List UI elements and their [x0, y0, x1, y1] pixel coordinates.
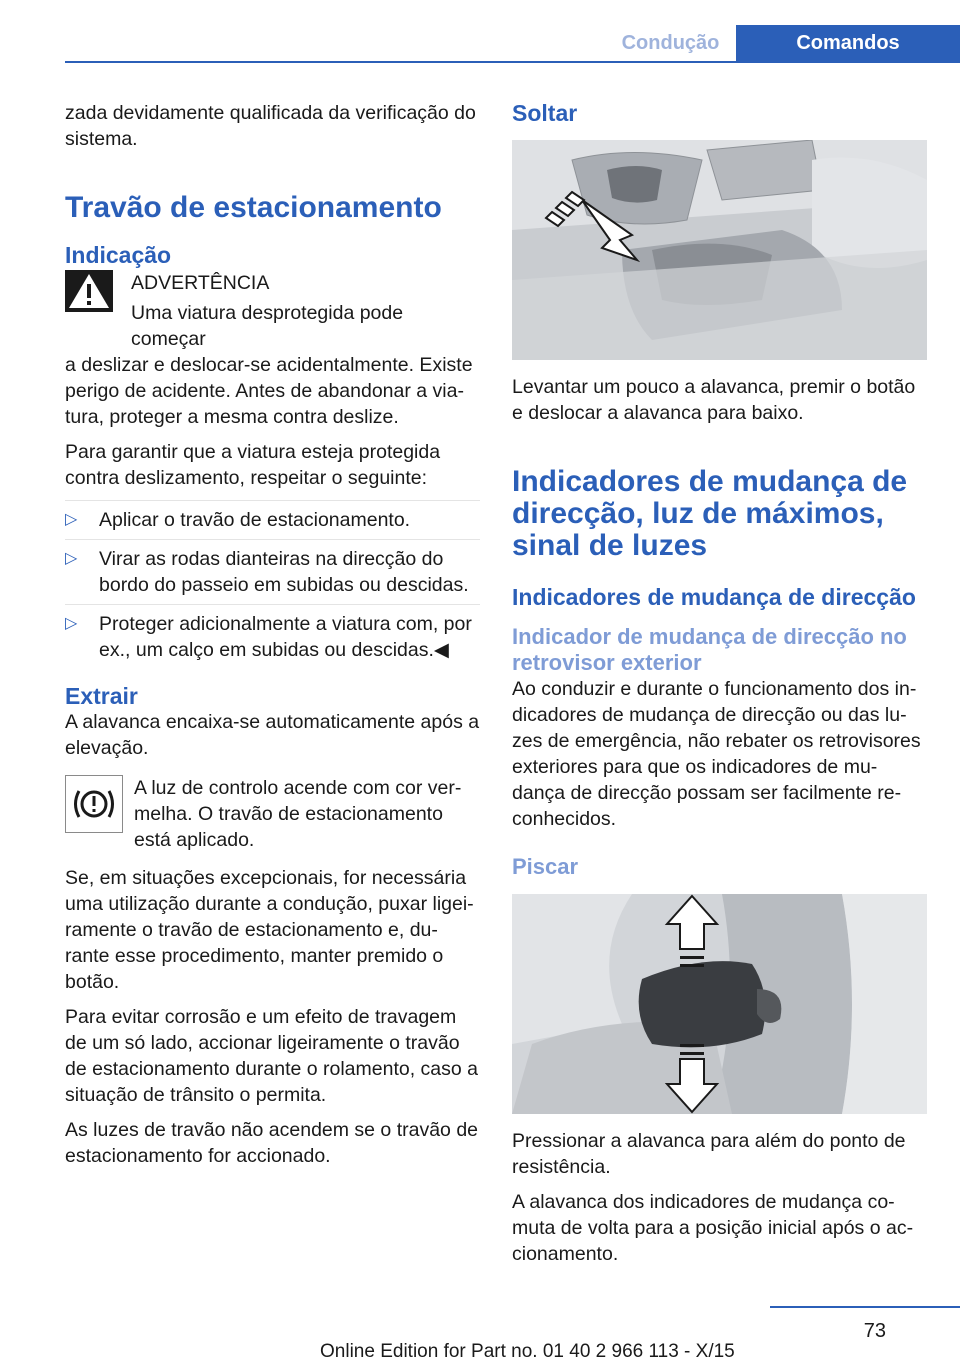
para-press-lever: Pressionar a alavanca para além do ponto de resistência. [512, 1130, 906, 1178]
heading-release: Soltar [512, 100, 578, 126]
para-lever-returns: A alavanca dos indicadores de mudança co-muta de volta para a posição inicial após o ac-cionamento. [512, 1191, 914, 1265]
heading-parking-brake: Travão de estacionamento [65, 191, 442, 224]
para-ensure-protection: Para garantir que a viatura esteja protegida contra deslizamento, respeitar o seguinte: [65, 441, 441, 489]
list-item: ▷ Aplicar o travão de estacionamento. [65, 500, 480, 539]
warning-text: a deslizar e deslocar-se acidentalmente. Existe perigo de acidente. Antes de abandonar a via-tura, proteger a mesma contra deslize. [65, 354, 473, 428]
footer-rule [770, 1306, 960, 1308]
heading-flash: Piscar [512, 854, 579, 879]
triangle-bullet-icon: ▷ [65, 550, 78, 567]
tab-section-driving[interactable]: Condução [621, 31, 720, 54]
header-rule [65, 61, 960, 63]
triangle-bullet-icon: ▷ [65, 511, 78, 528]
safety-steps-list [65, 500, 480, 669]
warning-title: ADVERTÊNCIA [131, 272, 270, 294]
heading-turn-indicators: Indicadores de mudança de direcção [512, 584, 916, 610]
para-exceptional-use: Se, em situações excepcionais, for necessária uma utilização durante a condução, puxar ligei-ramente o travão de estacionamento e, du-rante esse procedimento, manter premido o botão. [65, 867, 474, 993]
warning-triangle-icon [65, 270, 113, 312]
list-item: ▷ Virar as rodas dianteiras na direcção do bordo do passeio em subidas ou descidas. [65, 539, 480, 604]
para-mirror-indicator: Ao conduzir e durante o funcionamento dos in-dicadores de mudança de direcção ou das lu-zes de emergência, não rebater os retrovisores exteriores para que os indicadores de mu-dança de direcção possam ser facilmente re-conhecidos. [512, 678, 921, 830]
heading-mirror-indicator: Indicador de mudança de direcção no retrovisor exterior [512, 624, 907, 675]
warning-block [65, 270, 480, 352]
left-column [65, 100, 480, 1178]
para-brake-lights: As luzes de travão não acendem se o travão de estacionamento for accionado. [65, 1119, 479, 1167]
warning-text-first: Uma viatura desprotegida pode começar [131, 302, 404, 350]
list-item: ▷ Proteger adicionalmente a viatura com, por ex., um calço em subidas ou descidas.◀ [65, 604, 480, 669]
tab-chapter-controls[interactable]: Comandos [736, 25, 960, 61]
figure-handbrake-console [512, 140, 927, 360]
brake-warning-lamp-icon [65, 775, 123, 833]
para-release-instructions: Levantar um pouco a alavanca, premir o botão e deslocar a alavanca para baixo. [512, 376, 916, 424]
para-lever-engages: A alavanca encaixa-se automaticamente após a elevação. [65, 711, 480, 759]
heading-indication: Indicação [65, 242, 172, 268]
heading-turn-signals: Indicadores de mudança de direcção, luz de máximos, sinal de luzes [512, 465, 908, 562]
para-corrosion: Para evitar corrosão e um efeito de travagem de um só lado, accionar ligeiramente o travão de estacionamento durante o rolamento, caso a situação de trânsito o permita. [65, 1006, 479, 1106]
header-tabs [605, 25, 960, 61]
heading-pull: Extrair [65, 683, 138, 709]
right-column [512, 100, 930, 1276]
triangle-bullet-icon: ▷ [65, 615, 78, 632]
intro-continuation: zada devidamente qualificada da verificação do sistema. [65, 102, 476, 150]
lamp-description: A luz de controlo acende com cor ver-melha. O travão de estacionamento está aplicado. [134, 777, 462, 851]
indicator-lamp-block [65, 775, 480, 853]
footer-edition: Online Edition for Part no. 01 40 2 966 113 - X/15 [320, 1341, 735, 1362]
page-number: 73 [863, 1320, 886, 1342]
figure-turn-signal-lever [512, 894, 927, 1114]
